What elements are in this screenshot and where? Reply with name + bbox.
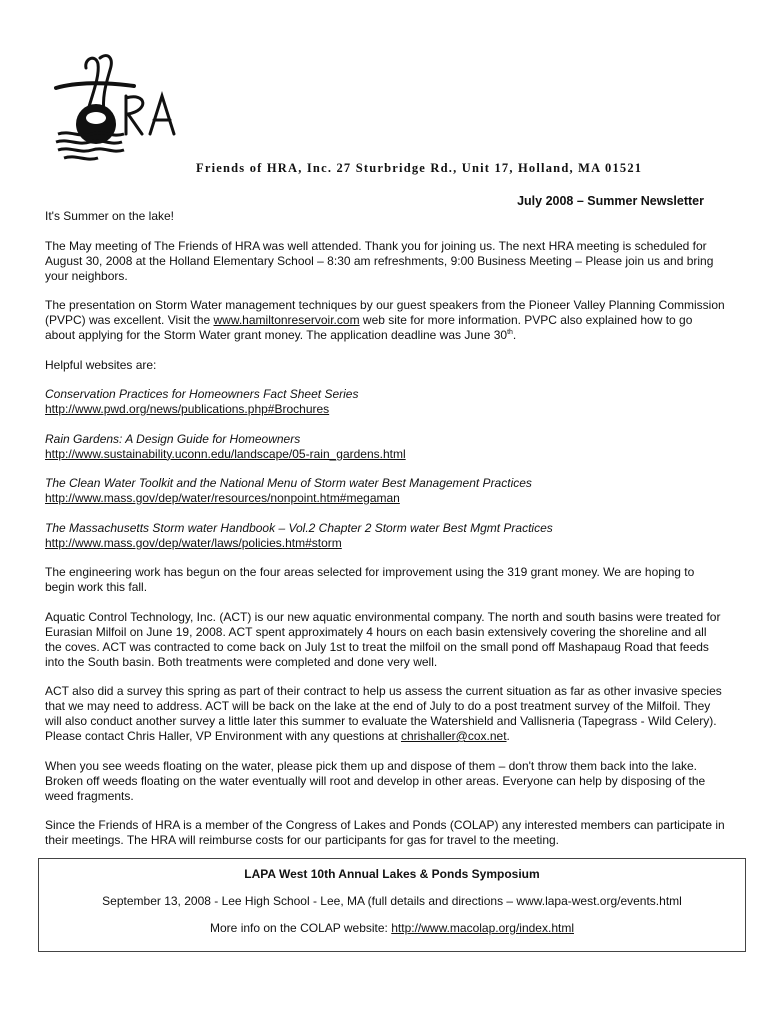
hra-logo xyxy=(46,48,186,166)
pvpc-text-c: . xyxy=(512,328,517,342)
organization-address: Friends of HRA, Inc. 27 Sturbridge Rd., Unit 17, Holland, MA 01521 xyxy=(196,161,643,175)
newsletter-title: July 2008 – Summer Newsletter xyxy=(517,194,704,208)
resource-link[interactable]: http://www.pwd.org/news/publications.php#Brochures xyxy=(45,402,330,416)
event-box xyxy=(38,858,746,952)
event-more-info xyxy=(39,921,745,935)
act-paragraph: Aquatic Control Technology, Inc. (ACT) is our new aquatic environmental company. The north and south basins were treated for Eurasian Milfoil on June 19, 2008. ACT spent approximately 4 hours on each basin extensively covering the shoreline and all the coves. ACT was contracted to come back on July 1st to treat the milfoil on the small pond off Mashapaug Road that feeds into the South basin. Both treatments were completed and done very well. xyxy=(45,609,721,669)
hamiltonreservoir-link[interactable]: www.hamiltonreservoir.com xyxy=(213,313,360,327)
resource-link[interactable]: http://www.mass.gov/dep/water/resources/nonpoint.htm#megaman xyxy=(45,491,400,505)
resource-item xyxy=(45,476,725,506)
more-info-label: More info on the COLAP website: xyxy=(210,921,392,935)
engineering-paragraph: The engineering work has begun on the four areas selected for improvement using the 319 grant money. We are hoping to begin work this fall. xyxy=(45,565,695,594)
resource-item xyxy=(45,521,725,551)
resource-title: Conservation Practices for Homeowners Fact Sheet Series xyxy=(45,387,359,401)
resource-item xyxy=(45,387,725,417)
helpful-websites-heading: Helpful websites are: xyxy=(45,357,157,372)
survey-paragraph xyxy=(45,684,725,744)
newsletter-body xyxy=(45,209,725,863)
event-title: LAPA West 10th Annual Lakes & Ponds Symposium xyxy=(244,867,540,881)
meeting-paragraph: The May meeting of The Friends of HRA was well attended. Thank you for joining us. The next HRA meeting is scheduled for August 30, 2008 at the Holland Elementary School – 8:30 am refreshments, 9:00 Business Meeting – Please join us and bring your neighbors. xyxy=(45,238,714,283)
ordinal-superscript: th xyxy=(507,329,513,336)
survey-text-b: . xyxy=(506,729,510,743)
pvpc-paragraph xyxy=(45,298,725,343)
event-details: September 13, 2008 - Lee High School - Lee, MA (full details and directions – www.lapa-west.org/events.html xyxy=(102,894,682,908)
resource-title: Rain Gardens: A Design Guide for Homeowners xyxy=(45,431,301,446)
resource-title: The Clean Water Toolkit and the National Menu of Storm water Best Management Practices xyxy=(45,476,532,490)
resource-link[interactable]: http://www.sustainability.uconn.edu/landscape/05-rain_gardens.html xyxy=(45,446,406,461)
greeting: It's Summer on the lake! xyxy=(45,209,175,223)
weeds-paragraph: When you see weeds floating on the water, please pick them up and dispose of them – don't throw them back into the lake. Broken off weeds floating on the water eventually will root and develop in other areas. Everyone can help by disposing of the weed fragments. xyxy=(45,758,706,803)
email-link[interactable]: chrishaller@cox.net xyxy=(400,729,507,743)
survey-text-a: ACT also did a survey this spring as part of their contract to help us assess the current situation as far as other invasive species that we may need to address. ACT will be back on the lake at the end of July to do a post treatment survey of the Milfoil. They will also conduct another survey a little later this summer to evaluate the Watershield and Vallisneria (Tapegrass - Wild Celery). Please contact Chris Haller, VP Environment with any questions at xyxy=(45,684,722,743)
pvpc-text-a: The presentation on Storm Water management techniques by our guest speakers from the Pioneer Valley Planning Commission (PVPC) was excellent. Visit the xyxy=(45,298,725,327)
resource-link[interactable]: http://www.mass.gov/dep/water/laws/policies.htm#storm xyxy=(45,535,342,550)
resource-item xyxy=(45,432,725,462)
colap-link[interactable]: http://www.macolap.org/index.html xyxy=(391,921,574,935)
colap-paragraph: Since the Friends of HRA is a member of the Congress of Lakes and Ponds (COLAP) any interested members can participate in their meetings. The HRA will reimburse costs for our participants for gas for travel to the meeting. xyxy=(45,818,725,847)
pvpc-text-b: web site for more information. PVPC also explained how to go about applying for the Storm Water grant money. The application deadline was June 30 xyxy=(45,313,693,342)
resource-title: The Massachusetts Storm water Handbook – Vol.2 Chapter 2 Storm water Best Mgmt Practices xyxy=(45,520,553,535)
